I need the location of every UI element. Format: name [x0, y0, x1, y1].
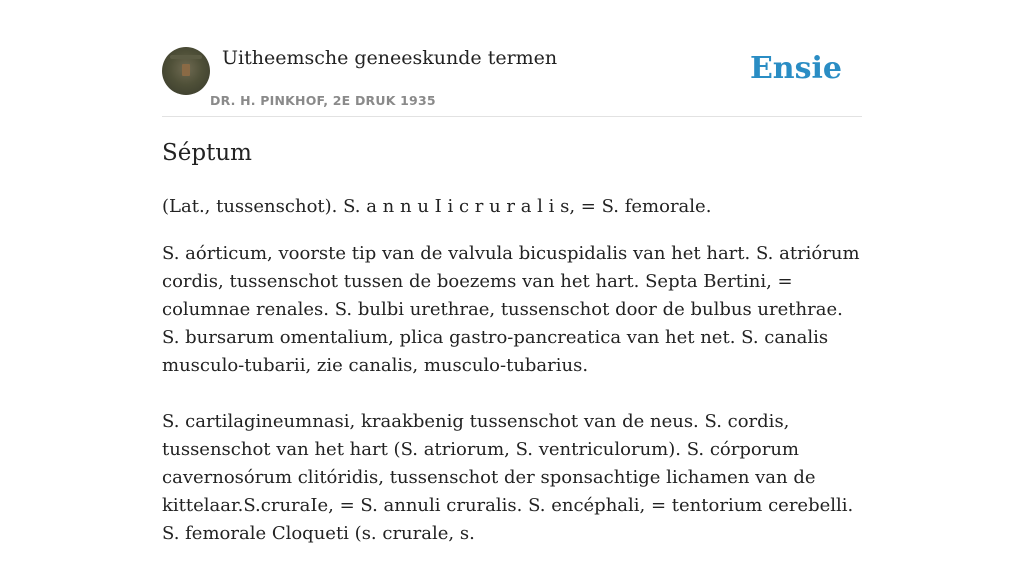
- book-cover-icon[interactable]: [162, 47, 210, 95]
- entry-title: Séptum: [162, 140, 252, 166]
- entry-paragraph: S. cartilagineumnasi, kraakbenig tussenschot van de neus. S. cordis, tussenschot van het hart (S. atriorum, S. ventriculorum). S. córporum cavernosórum clitóridis, tussenschot der sponsachtige lichamen van de kittelaar.S.cruraIe, = S. annuli cruralis. S. encéphali, = tentorium cerebelli. S. femorale Cloqueti (s. crurale, s.: [162, 411, 854, 544]
- ensie-logo-link[interactable]: Ensie: [749, 51, 842, 86]
- entry-paragraph: S. aórticum, voorste tip van de valvula bicuspidalis van het hart. S. atriórum cordis, tussenschot tussen de boezems van het hart. Septa Bertini, = columnae renales. S. bulbi urethrae, tussenschot door de bulbus urethrae. S. bursarum omentalium, plica gastro-pancreatica van het net. S. canalis musculo-tubarii, zie canalis, musculo-tubarius.: [162, 243, 860, 376]
- entry-content: [162, 193, 862, 567]
- header: [162, 47, 862, 117]
- book-title[interactable]: Uitheemsche geneeskunde termen: [222, 47, 558, 69]
- page: [162, 0, 862, 544]
- cover-emblem: [182, 64, 190, 76]
- book-author: DR. H. PINKHOF, 2E DRUK 1935: [210, 93, 436, 108]
- cover-band: [170, 55, 202, 59]
- entry-paragraph: (Lat., tussenschot). S. a n n u I i c r u r a l i s, = S. femorale.: [162, 196, 712, 217]
